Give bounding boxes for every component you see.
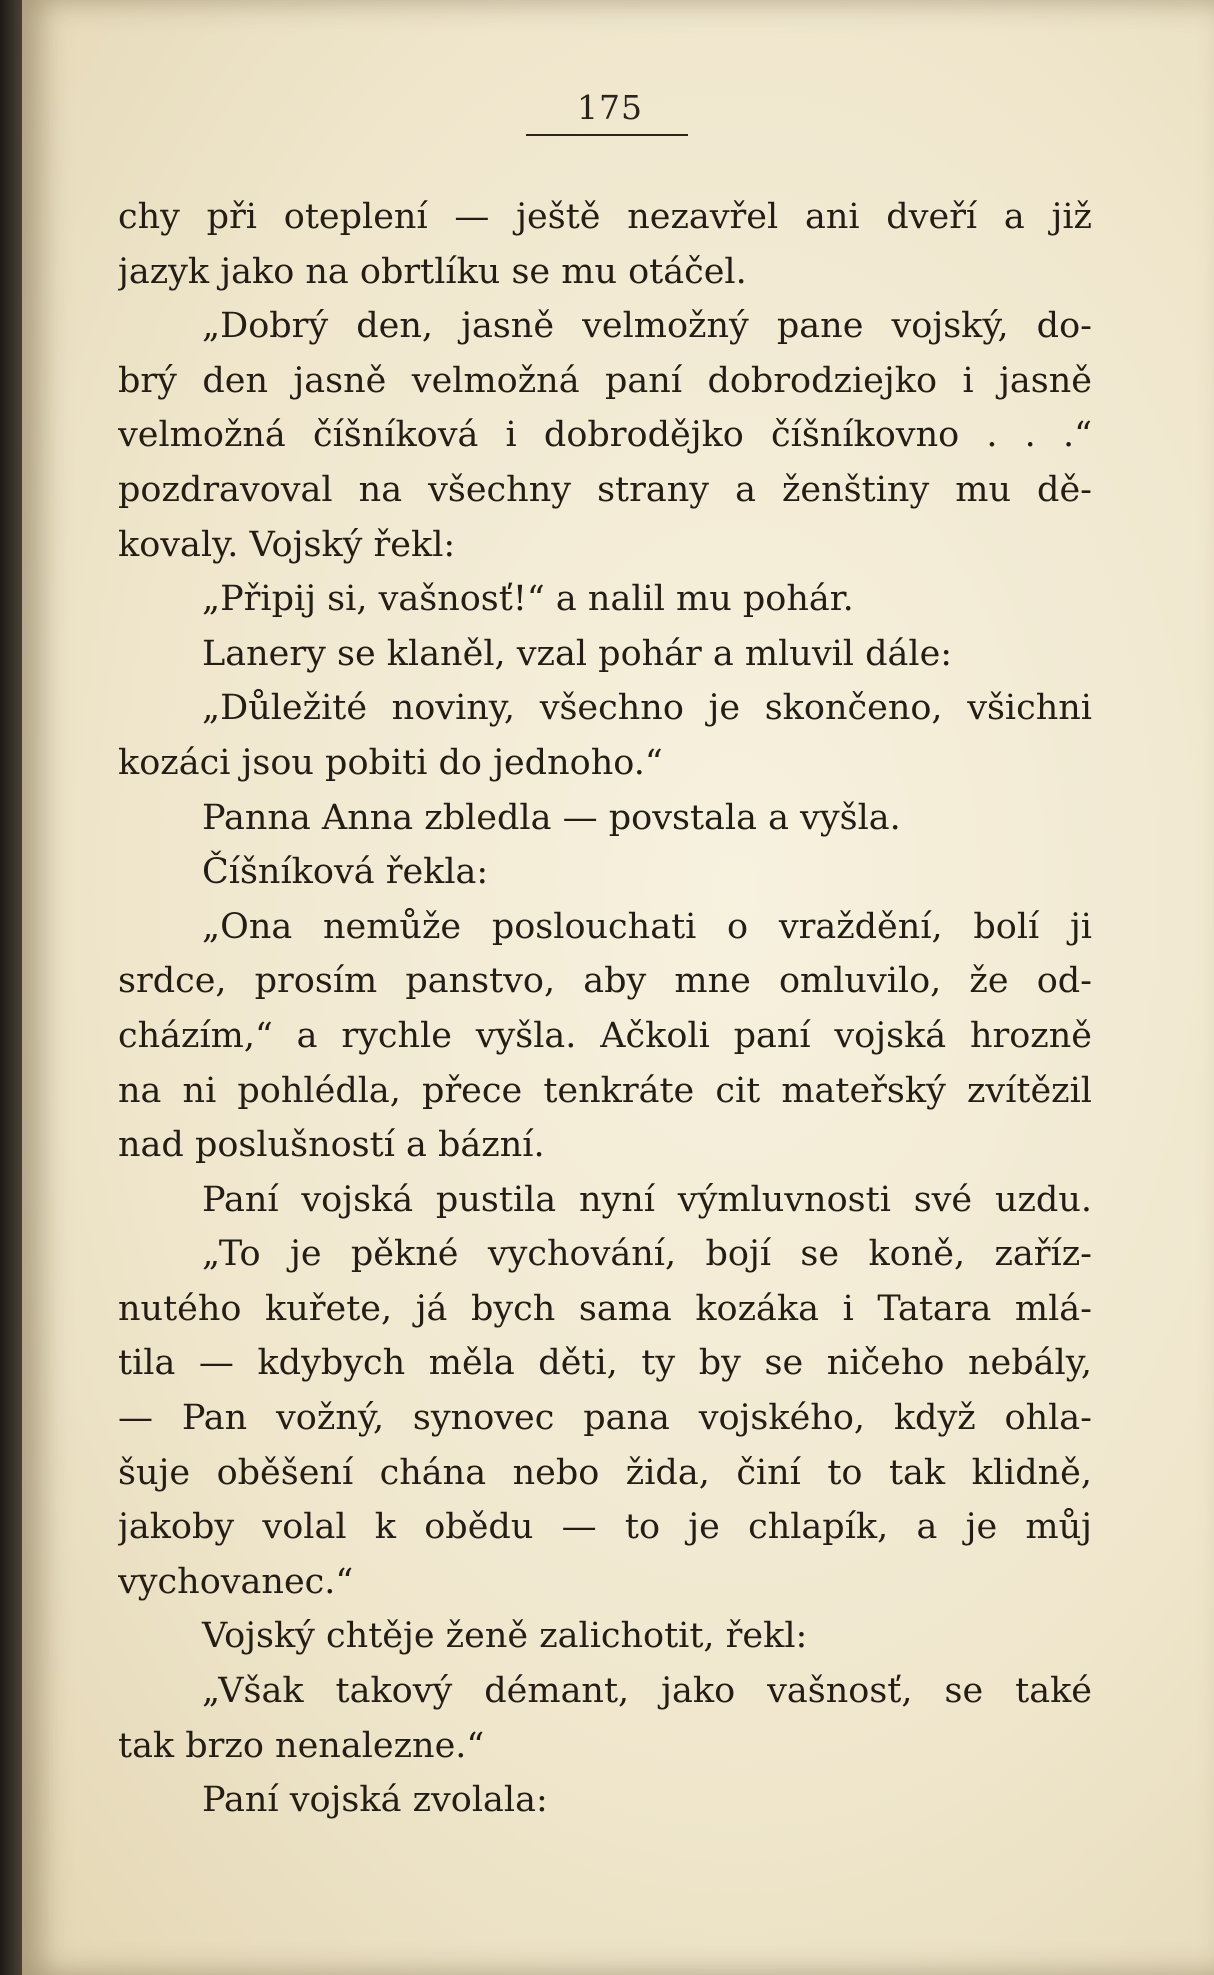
text-line: šuje oběšení chána nebo žida, činí to tak klidně, — [118, 1452, 1092, 1493]
text-line: „Ona nemůže poslouchati o vraždění, bolí ji — [202, 906, 1092, 947]
book-page — [22, 0, 1214, 1975]
text-line: kozáci jsou pobiti do jednoho.“ — [118, 742, 663, 783]
text-line: „Dobrý den, jasně velmožný pane vojský, do- — [202, 306, 1092, 347]
text-line: Lanery se klaněl, vzal pohár a mluvil dále: — [202, 633, 953, 674]
text-line: „To je pěkné vychování, bojí se koně, zaříz- — [202, 1234, 1092, 1275]
text-line: jazyk jako na obrtlíku se mu otáčel. — [118, 251, 747, 292]
page-number: 175 — [577, 88, 643, 127]
text-line: cházím,“ a rychle vyšla. Ačkoli paní vojská hrozně — [118, 1015, 1092, 1056]
text-line: Paní vojská pustila nyní výmluvnosti své uzdu. — [202, 1179, 1092, 1220]
text-line: „Však takový démant, jako vašnosť, se také — [202, 1671, 1092, 1712]
book-gutter — [0, 0, 22, 1975]
text-line: tila — kdybych měla děti, ty by se ničeho nebály, — [118, 1343, 1092, 1384]
text-line: tak brzo nenalezne.“ — [118, 1725, 485, 1766]
text-line: Paní vojská zvolala: — [202, 1780, 548, 1821]
text-line: nutého kuřete, já bych sama kozáka i Tatara mlá- — [118, 1288, 1092, 1329]
text-line: vychovanec.“ — [118, 1561, 354, 1602]
text-line: chy při oteplení — ještě nezavřel ani dveří a již — [118, 197, 1092, 237]
text-line: „Důležité noviny, všechno je skončeno, všichni — [202, 688, 1092, 729]
text-line: Panna Anna zbledla — povstala a vyšla. — [202, 797, 901, 838]
text-line: kovaly. Vojský řekl: — [118, 524, 456, 565]
text-line: nad poslušností a bázní. — [118, 1125, 545, 1166]
text-line: Číšníková řekla: — [202, 852, 489, 893]
text-line: jakoby volal k obědu — to je chlapík, a je můj — [118, 1507, 1092, 1548]
text-line: pozdravoval na všechny strany a ženštiny mu dě- — [118, 469, 1092, 510]
body-text — [118, 190, 1092, 1828]
text-line: srdce, prosím panstvo, aby mne omluvilo, že od- — [118, 961, 1092, 1002]
text-line: velmožná číšníková i dobrodějko číšníkovno . . .“ — [118, 415, 1092, 456]
page-number-rule — [526, 134, 688, 136]
text-line: brý den jasně velmožná paní dobrodziejko i jasně — [118, 360, 1092, 401]
text-line: na ni pohlédla, přece tenkráte cit mateřský zvítězil — [118, 1070, 1092, 1111]
text-line: — Pan vožný, synovec pana vojského, když ohla- — [118, 1398, 1092, 1439]
text-line: Vojský chtěje ženě zalichotit, řekl: — [202, 1616, 808, 1657]
text-line: „Připij si, vašnosť!“ a nalil mu pohár. — [202, 579, 854, 620]
